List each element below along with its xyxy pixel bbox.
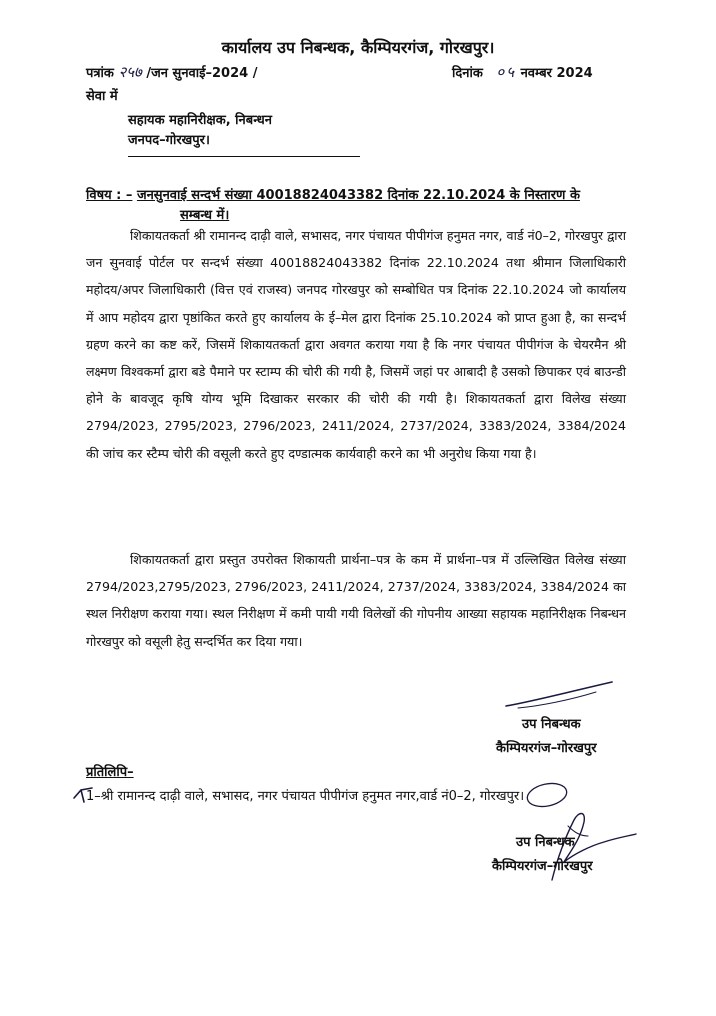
body-paragraph-1: शिकायतकर्ता श्री रामानन्द दाढ़ी वाले, सभासद, नगर पंचायत पीपीगंज हनुमत नगर, वार्ड नं0–2, गोरखपुर द्वारा जन सुनवाई पोर्टल पर सन्दर्भ संख्या 40018824043382 दिनांक 22.10.2024 तथा श्रीमान जिलाधिकारी महोदय/अपर जिलाधिकारी (वित्त एवं राजस्व) जनपद गोरखपुर को सम्बोधित पत्र दिनांक 22.10.2024 जो कार्यालय में आप महोदय द्वारा पृष्ठांकित करते हुए कार्यालय के ई–मेल द्वारा दिनांक 25.10.2024 को प्राप्त हुआ है, का सन्दर्भ ग्रहण करने का कष्ट करें, जिसमें शिकायतकर्ता द्वारा अवगत कराया गया है कि नगर पंचायत पीपीगंज के चेयरमैन श्री लक्ष्मण विश्वकर्मा द्वारा बडे पैमाने पर स्टाम्प की चोरी की गयी है, जिसमें जहां पर आबादी है उसको छिपाकर एवं बाउन्डी होने के बावजूद कृषि योग्य भूमि दिखाकर सरकार की चोरी की गयी है। शिकायतकर्ता द्वारा विलेख संख्या 2794/2023, 2795/2023, 2796/2023, 2411/2024, 2737/2024, 3383/2024, 3384/2024 की जांच कर स्टैम्प चोरी की वसूली करते हुए दण्डात्मक कार्यवाही करने का भी अनुरोध किया गया है। (86, 228, 626, 461)
date-line (452, 62, 593, 82)
copy-line-1: 1–श्री रामानन्द दाढ़ी वाले, सभासद, नगर पंचायत पीपीगंज हनुमत नगर,वार्ड नं0–2, गोरखपुर। (86, 789, 525, 804)
body-paragraph-2: शिकायतकर्ता द्वारा प्रस्तुत उपरोक्त शिकायती प्रार्थना–पत्र के कम में प्रार्थना–पत्र में उल्लिखित विलेख संख्या 2794/2023,2795/2023, 2796/2023, 2411/2024, 2737/2024, 3383/2024, 3384/2024 का स्थल निरीक्षण कराया गया। स्थल निरीक्षण में कमी पायी गयी विलेखों की गोपनीय आख्या सहायक महानिरीक्षक निबन्धन गोरखपुर को वसूली हेतु सन्दर्भित कर दिया गया। (86, 552, 626, 649)
signature-1-title: उप निबन्धक (522, 717, 581, 732)
reference-number-line (86, 62, 257, 82)
subject-text-line-2: सम्बन्ध में। (180, 208, 230, 223)
signature-2-title: उप निबन्धक (516, 835, 575, 850)
date-label: दिनांक (452, 66, 483, 81)
addressee-line-1: सहायक महानिरीक्षक, निबन्धन (128, 113, 273, 128)
signature-2-place: कैम्पियरगंज–गोरखपुर (492, 859, 593, 874)
copy-label: प्रतिलिपि– (86, 765, 134, 780)
subject-text-line-1: जनसुनवाई सन्दर्भ संख्या 40018824043382 दिनांक 22.10.2024 के निस्तारण के (136, 188, 580, 203)
office-title: कार्यालय उप निबन्धक, कैम्पियरगंज, गोरखपुर। (221, 38, 495, 57)
subject-label: विषय : – (86, 188, 133, 203)
date-month-year: नवम्बर 2024 (520, 66, 593, 81)
ref-number-handwritten: २५७ (118, 63, 142, 81)
date-day-handwritten: ०५ (496, 63, 517, 81)
ref-suffix: /जन सुनवाई–2024 / (146, 66, 258, 81)
addressee-divider (128, 156, 360, 157)
ref-label: पत्रांक (86, 66, 114, 81)
addressee-line-2: जनपद–गोरखपुर। (128, 133, 210, 148)
seva-mein: सेवा में (86, 89, 118, 104)
subject-block (86, 186, 626, 226)
signature-1-place: कैम्पियरगंज–गोरखपुर (496, 741, 597, 756)
signature-1-ink (500, 676, 620, 716)
